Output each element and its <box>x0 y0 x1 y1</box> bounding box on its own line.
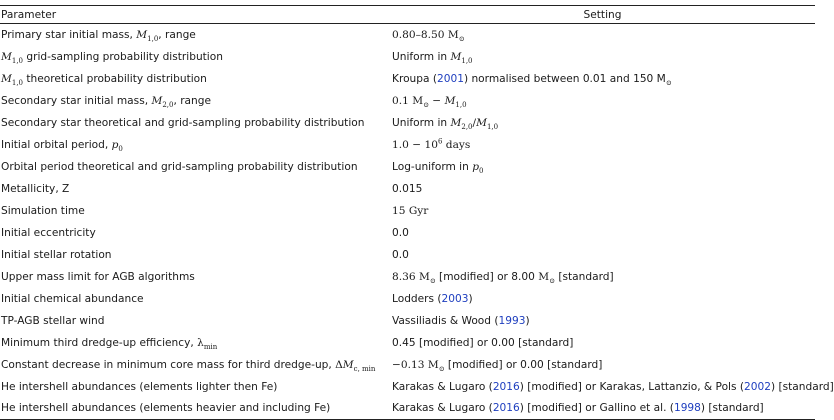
cell-text: [standard] <box>554 270 614 283</box>
cell-text: Log-uniform in <box>392 160 473 173</box>
math-symbol: p <box>111 138 119 151</box>
parameter-cell <box>0 398 390 420</box>
table-row <box>0 156 815 178</box>
parameter-cell <box>0 178 390 200</box>
cell-text: Initial stellar rotation <box>1 248 112 261</box>
cell-text: Karakas & Lugaro ( <box>392 402 493 415</box>
subscript: c, min <box>353 364 376 373</box>
header-parameter: Parameter <box>1 8 57 21</box>
parameter-cell <box>0 332 390 354</box>
cell-text: ) normalised between 0.01 and 150 M <box>463 72 666 85</box>
table-row <box>0 332 815 354</box>
setting-cell <box>390 222 815 244</box>
parameter-cell <box>0 222 390 244</box>
cell-text: Secondary star theoretical and grid-sampling probability distribution <box>1 116 365 129</box>
cell-text: ) [standard] <box>770 380 834 393</box>
table-row <box>0 288 815 310</box>
cell-text: Δ <box>335 358 343 371</box>
cell-text: days <box>442 138 471 151</box>
table-row <box>0 24 815 46</box>
parameter-cell <box>0 200 390 222</box>
cell-text: 0.80–8.50 M <box>392 28 459 41</box>
setting-cell <box>390 310 815 332</box>
cell-text: −0.13 M <box>392 358 439 371</box>
setting-cell <box>390 354 815 376</box>
cell-text: Initial eccentricity <box>1 226 96 239</box>
cell-text: Initial orbital period, <box>1 138 112 151</box>
cell-text: 0.0 <box>392 248 409 261</box>
cell-text: , range <box>173 94 211 107</box>
subscript: min <box>203 342 218 351</box>
parameters-table <box>0 5 834 420</box>
cell-text: Kroupa ( <box>392 72 437 85</box>
parameter-cell <box>0 68 390 90</box>
cell-text: Initial chemical abundance <box>1 292 144 305</box>
table-row <box>0 134 815 156</box>
cell-text: Lodders ( <box>392 292 442 305</box>
subscript: 0 <box>479 166 484 175</box>
subscript: 0 <box>118 144 123 153</box>
setting-cell <box>390 178 815 200</box>
table-row <box>0 376 815 398</box>
cell-text: grid-sampling probability distribution <box>23 50 223 63</box>
parameter-cell <box>0 266 390 288</box>
cell-text: Minimum third dredge-up efficiency, <box>1 336 198 349</box>
cell-text: 0.0 <box>392 226 409 239</box>
subscript: ⊙ <box>429 276 436 285</box>
cell-text: − <box>428 94 445 107</box>
cell-text: [modified] or 0.00 [standard] <box>444 358 603 371</box>
cell-text: 0.1 M <box>392 94 424 107</box>
math-symbol: M <box>1 50 12 63</box>
cell-text: ) [standard] <box>700 402 764 415</box>
cell-text: 8.36 M <box>392 270 430 283</box>
cell-text: ) <box>468 292 473 305</box>
setting-cell <box>390 90 815 112</box>
subscript: 1,0 <box>486 122 499 131</box>
cell-text: He intershell abundances (elements heavier and including Fe) <box>1 402 331 415</box>
cell-text: Metallicity, Z <box>1 182 70 195</box>
table-row <box>0 46 815 68</box>
subscript: 1,0 <box>11 78 23 87</box>
table-row <box>0 398 815 420</box>
cell-text: λ <box>197 336 204 349</box>
math-symbol: M <box>1 72 12 85</box>
setting-cell <box>390 134 815 156</box>
table-row <box>0 68 815 90</box>
table-row <box>0 112 815 134</box>
cell-text: Primary star initial mass, <box>1 28 137 41</box>
parameter-cell <box>0 134 390 156</box>
setting-cell <box>390 46 815 68</box>
cell-text: , range <box>158 28 196 41</box>
parameter-cell <box>0 90 390 112</box>
subscript: 2,0 <box>461 122 473 131</box>
subscript: 1,0 <box>455 100 467 109</box>
cell-text: M <box>538 270 550 283</box>
math-symbol: M <box>151 94 163 107</box>
math-symbol: M <box>342 358 354 371</box>
cell-text: He intershell abundances (elements lighter then Fe) <box>1 380 278 393</box>
parameter-cell <box>0 310 390 332</box>
citation-year[interactable]: 1993 <box>498 314 526 327</box>
cell-text: Constant decrease in minimum core mass for third dredge-up, <box>1 358 336 371</box>
subscript: ⊙ <box>665 78 672 87</box>
parameter-cell <box>0 46 390 68</box>
setting-cell <box>390 200 815 222</box>
cell-text: Secondary star initial mass, <box>1 94 152 107</box>
cell-text: [modified] or 8.00 <box>435 270 539 283</box>
table-header-row <box>0 6 815 24</box>
math-symbol: p <box>472 160 480 173</box>
subscript: ⊙ <box>549 276 555 285</box>
cell-text: ) [modified] or Karakas, Lattanzio, & Pols ( <box>519 380 745 393</box>
cell-text: ) [modified] or Gallino et al. ( <box>519 402 674 415</box>
parameter-cell <box>0 112 390 134</box>
math-symbol: M <box>136 28 148 41</box>
subscript: 1,0 <box>11 56 23 65</box>
math-symbol: M <box>476 116 487 129</box>
cell-text: 0.45 [modified] or 0.00 [standard] <box>392 336 574 349</box>
setting-cell <box>390 24 815 46</box>
table-row <box>0 266 815 288</box>
cell-text: theoretical probability distribution <box>23 72 207 85</box>
table-row <box>0 90 815 112</box>
setting-cell <box>390 68 815 90</box>
cell-text: TP-AGB stellar wind <box>1 314 105 327</box>
subscript: 2,0 <box>162 100 174 109</box>
citation-year[interactable]: 2003 <box>441 292 469 305</box>
setting-cell <box>390 266 815 288</box>
cell-text: Uniform in <box>392 116 451 129</box>
table-row <box>0 222 815 244</box>
parameter-cell <box>0 288 390 310</box>
table-row <box>0 310 815 332</box>
subscript: ⊙ <box>423 100 429 109</box>
parameter-cell <box>0 244 390 266</box>
subscript: 1,0 <box>147 34 159 43</box>
cell-text: 0.015 <box>392 182 423 195</box>
header-setting: Setting <box>583 8 622 21</box>
citation-year[interactable]: 2002 <box>744 380 771 393</box>
cell-text: Karakas & Lugaro ( <box>392 380 493 393</box>
subscript: ⊙ <box>438 364 445 373</box>
table-row <box>0 178 815 200</box>
setting-cell <box>390 398 815 420</box>
setting-cell <box>390 288 815 310</box>
setting-cell <box>390 244 815 266</box>
citation-year[interactable]: 2016 <box>492 402 520 415</box>
superscript: 6 <box>437 136 443 145</box>
parameter-cell <box>0 376 390 398</box>
cell-text: Simulation time <box>1 204 85 217</box>
citation-year[interactable]: 2016 <box>492 380 520 393</box>
parameter-cell <box>0 354 390 376</box>
table-row <box>0 354 815 376</box>
setting-cell <box>390 112 815 134</box>
subscript: ⊙ <box>458 34 465 43</box>
citation-year[interactable]: 1998 <box>673 402 701 415</box>
table-row <box>0 200 815 222</box>
table-row <box>0 244 815 266</box>
math-symbol: M <box>450 50 462 63</box>
parameter-cell <box>0 156 390 178</box>
subscript: 1,0 <box>461 56 473 65</box>
citation-year[interactable]: 2001 <box>436 72 464 85</box>
math-symbol: M <box>450 116 462 129</box>
cell-text: 1.0 − 10 <box>392 138 438 151</box>
cell-text: Orbital period theoretical and grid-sampling probability distribution <box>1 160 358 173</box>
cell-text: 15 Gyr <box>392 204 429 217</box>
table-body <box>0 24 834 420</box>
cell-text: Upper mass limit for AGB algorithms <box>1 270 195 283</box>
setting-cell <box>390 332 815 354</box>
setting-cell <box>390 376 834 398</box>
parameter-cell <box>0 24 390 46</box>
setting-cell <box>390 156 815 178</box>
cell-text: Vassiliadis & Wood ( <box>392 314 499 327</box>
math-symbol: M <box>444 94 456 107</box>
cell-text: Uniform in <box>392 50 451 63</box>
cell-text: / <box>472 116 477 129</box>
cell-text: ) <box>525 314 530 327</box>
